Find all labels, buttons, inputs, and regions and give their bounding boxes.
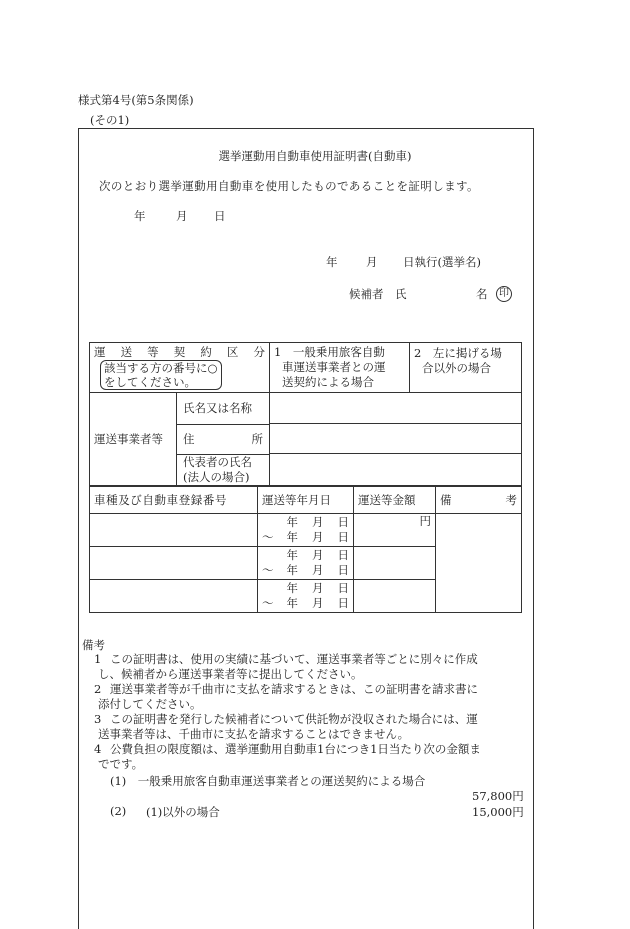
date-field[interactable]: 年 月 日 〜 年 月 日 <box>258 580 354 613</box>
sub-number: (その1) <box>90 113 130 127</box>
notes-heading: 備考 <box>82 638 105 652</box>
form-number: 様式第4号(第5条関係) <box>78 93 194 107</box>
note-sub-1-amount: 57,800円 <box>472 789 524 803</box>
table-row <box>90 514 522 547</box>
note-item-1: 1 この証明書は、使用の実績に基づいて、運送事業者等ごとに別々に作成 し、候補者から運送事業者等に提出してください。 <box>94 652 478 681</box>
operator-address-label: 住 所 <box>177 425 269 455</box>
vehicle-field[interactable] <box>90 514 258 547</box>
issue-month: 月 <box>176 209 188 223</box>
header-amount: 運送等金額 <box>354 487 436 514</box>
amount-field[interactable] <box>354 580 436 613</box>
amount-field[interactable] <box>354 547 436 580</box>
header-vehicle: 車種及び自動車登録番号 <box>90 487 258 514</box>
operator-address-field[interactable] <box>270 424 522 454</box>
certification-statement: 次のとおり選挙運動用自動車を使用したものであることを証明します。 <box>99 179 479 193</box>
header-remarks: 備 考 <box>436 487 522 514</box>
note-sub-2-number: (2) <box>110 804 127 818</box>
issue-day: 日 <box>214 209 226 223</box>
operator-representative-field[interactable] <box>270 454 522 486</box>
contract-option-2[interactable]: 2 左に掲げる場 合以外の場合 <box>410 343 522 393</box>
date-field[interactable]: 年 月 日 〜 年 月 日 <box>258 547 354 580</box>
contract-instruction: 該当する方の番号に○ をしてください。 <box>100 360 222 390</box>
operator-representative-label: 代表者の氏名 (法人の場合) <box>183 455 252 484</box>
amount-field[interactable]: 円 <box>354 514 436 547</box>
contract-category-cell <box>90 343 270 393</box>
contract-option-1[interactable]: 1 一般乗用旅客自動 車運送事業者との運 送契約による場合 <box>270 343 410 393</box>
vehicle-field[interactable] <box>90 547 258 580</box>
transport-records-table <box>89 486 522 613</box>
note-item-2: 2 運送事業者等が千曲市に支払を請求するときは、この証明書を請求書に 添付してください。 <box>94 682 478 711</box>
operator-section <box>90 393 270 486</box>
operator-label: 運送事業者等 <box>94 431 163 446</box>
header-date: 運送等年月日 <box>258 487 354 514</box>
election-year: 年 <box>326 255 338 269</box>
note-item-3: 3 この証明書を発行した候補者について供託物が没収された場合には、運 送事業者等は、千曲市に支払を請求することはできません。 <box>94 712 478 741</box>
transport-contract-table <box>89 342 522 486</box>
issue-year: 年 <box>134 209 146 223</box>
candidate-name-label: 候補者 氏 <box>349 287 407 301</box>
candidate-name-suffix: 名 <box>476 287 488 301</box>
remarks-field[interactable] <box>436 514 522 613</box>
note-sub-1: (1) 一般乗用旅客自動車運送事業者との運送契約による場合 <box>110 774 426 788</box>
date-field[interactable]: 年 月 日 〜 年 月 日 <box>258 514 354 547</box>
operator-name-label: 氏名又は名称 <box>177 393 269 425</box>
seal-icon: 印 <box>496 285 512 302</box>
contract-category-label: 運 送 等 契 約 区 分 <box>94 345 265 359</box>
note-sub-2-amount: 15,000円 <box>472 805 524 819</box>
election-month: 月 <box>366 255 378 269</box>
note-sub-2: (1)以外の場合 <box>146 805 220 819</box>
election-name: 日執行(選挙名) <box>403 255 481 269</box>
vehicle-field[interactable] <box>90 580 258 613</box>
document-title: 選挙運動用自動車使用証明書(自動車) <box>218 149 412 163</box>
note-item-4: 4 公費負担の限度額は、選挙運動用自動車1台につき1日当たり次の金額ま でです。 <box>94 742 481 771</box>
operator-name-field[interactable] <box>270 393 522 424</box>
